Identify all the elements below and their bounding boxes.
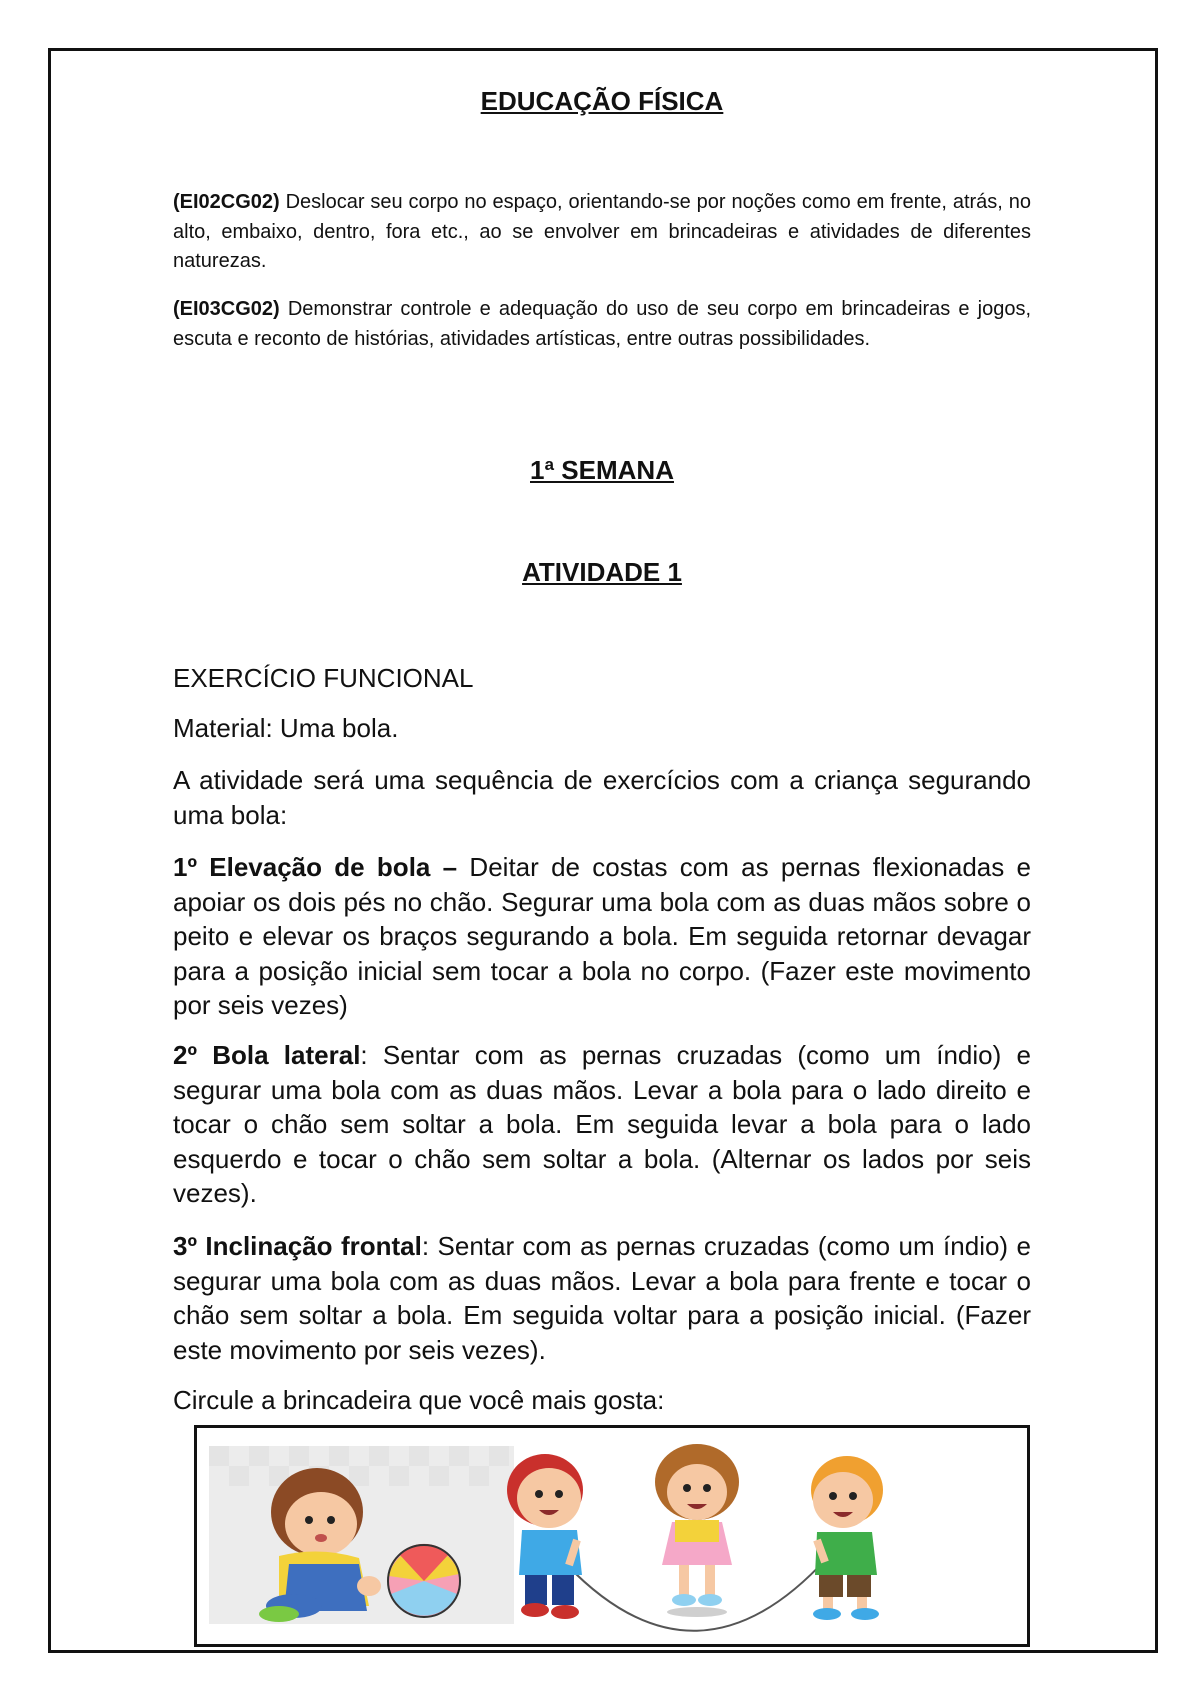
step-1-label: 1º Elevação de bola – <box>173 852 458 882</box>
activity-title: ATIVIDADE 1 <box>522 557 682 587</box>
jump-rope-kids-illustration <box>497 1440 907 1635</box>
choice-prompt: Circule a brincadeira que você mais gosta: <box>173 1385 665 1415</box>
objective-1-code: (EI02CG02) <box>173 191 280 213</box>
child-shoe <box>259 1606 299 1622</box>
intro-paragraph: A atividade será uma sequência de exercícios com a criança segurando uma bola: <box>173 765 1031 830</box>
material-line: Material: Uma bola. <box>173 713 399 743</box>
child-with-ball-illustration <box>209 1446 514 1624</box>
exercise-heading: EXERCÍCIO FUNCIONAL <box>173 663 474 693</box>
child-face <box>285 1492 357 1556</box>
step-1 <box>173 850 1031 1023</box>
step-2-label: 2º Bola lateral <box>173 1040 361 1070</box>
girl-center <box>655 1444 739 1606</box>
step-3 <box>173 1229 1031 1367</box>
step-2 <box>173 1038 1031 1211</box>
page-title: EDUCAÇÃO FÍSICA <box>480 86 724 116</box>
jump-rope <box>567 1558 827 1631</box>
step-1-text: Deitar de costas com as pernas flexionadas e apoiar os dois pés no chão. Segurar uma bola com as duas mãos sobre o peito e elevar os braços segurando a bola. Em seguida retornar devagar para a posição inicial sem tocar a bola no corpo. (Fazer este movimento por seis vezes) <box>173 852 1031 1020</box>
boy-right <box>811 1456 883 1620</box>
step-2-text: : Sentar com as pernas cruzadas (como um índio) e segurar uma bola com as duas mãos. Levar a bola para o lado direito e tocar o chão sem soltar a bola. Em seguida levar a bola para o lado esquerdo e tocar o chão sem soltar a bola. (Alternar os lados por seis vezes). <box>173 1040 1031 1208</box>
objective-1 <box>173 188 1031 277</box>
illustration-frame <box>194 1425 1030 1647</box>
objective-2-text: Demonstrar controle e adequação do uso de seu corpo em brincadeiras e jogos, escuta e reconto de histórias, atividades artísticas, entre outras possibilidades. <box>173 298 1031 350</box>
objective-2-code: (EI03CG02) <box>173 298 280 320</box>
objective-1-text: Deslocar seu corpo no espaço, orientando-se por noções como em frente, atrás, no alto, embaixo, dentro, fora etc., ao se envolver em brincadeiras e atividades de diferentes naturezas. <box>173 191 1031 272</box>
week-title: 1ª SEMANA <box>530 455 674 485</box>
step-3-text: : Sentar com as pernas cruzadas (como um índio) e segurar uma bola com as duas mãos. Levar a bola para frente e tocar o chão sem soltar a bola. Em seguida voltar para a posição inicial. (Fazer este movimento por seis vezes). <box>173 1231 1031 1365</box>
striped-ball <box>388 1544 460 1617</box>
objective-2 <box>173 295 1031 354</box>
step-3-label: 3º Inclinação frontal <box>173 1231 422 1261</box>
boy-left <box>507 1454 583 1619</box>
